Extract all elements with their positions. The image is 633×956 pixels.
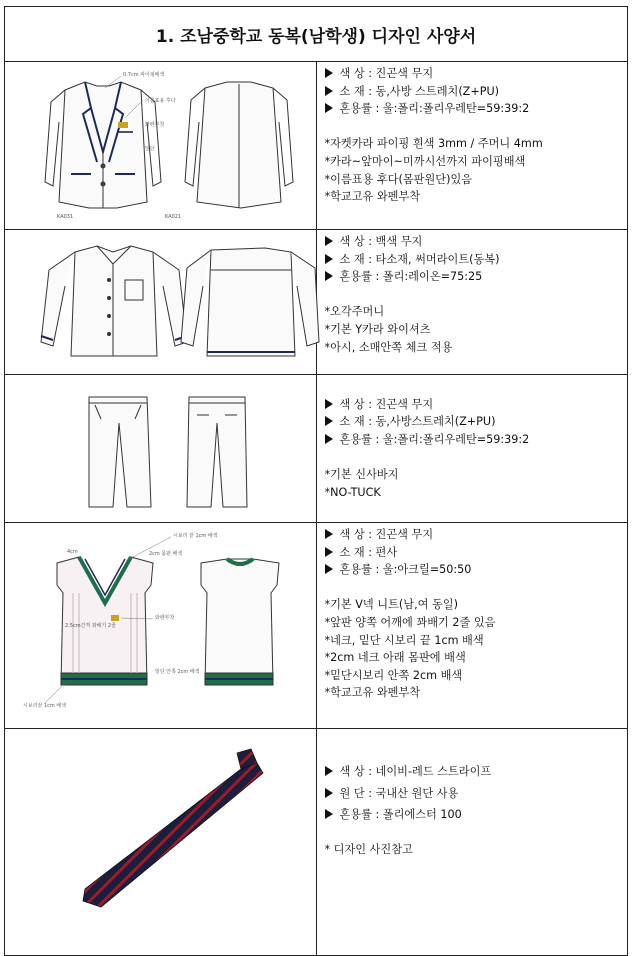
- note: *카라~앞마이~미까시선까지 파이핑배색: [324, 154, 526, 168]
- note: *자켓카라 파이핑 흰색 3mm / 주머니 4mm: [324, 137, 543, 151]
- bullet-triangle-icon: [325, 564, 333, 574]
- spec-sheet: [4, 6, 628, 912]
- callout-wappen: 와펜부착: [145, 122, 165, 128]
- note: *오각주머니: [324, 305, 385, 319]
- bullet-triangle-icon: [325, 86, 333, 96]
- bullet-triangle-icon: [325, 399, 333, 409]
- shirt-specs: 색 상 : 백색 무지 소 재 : 타소재, 써머라이트(동복) 혼용률 : 폴리:레이온=75:25 *오각주머니 *기본 Y카라 와이셔츠 *아시, 소매안쪽 체크 적용: [316, 230, 628, 375]
- note: *기본 신사바지: [324, 467, 399, 481]
- bullet-triangle-icon: [325, 254, 333, 264]
- callout-piping: 0.7cm 파이핑배색: [123, 72, 165, 78]
- pants-specs: 색 상 : 진곤색 무지 소 재 : 동,사방스트레치(Z+PU) 혼용률 : 울:폴리:폴리우레탄=59:39:2 *기본 신사바지 *NO-TUCK: [316, 375, 628, 523]
- spec-row-jacket: [5, 62, 628, 230]
- spec-row-shirt: [5, 230, 628, 375]
- callout-cable: 2.5cm간격 꽈배기 2줄: [65, 623, 116, 629]
- callout-4cm: 4cm: [67, 549, 78, 555]
- note: *학교고유 와펜부착: [324, 190, 421, 204]
- bullet-triangle-icon: [325, 766, 333, 776]
- bullet-triangle-icon: [325, 236, 333, 246]
- callout-front: 앞단: [145, 146, 155, 152]
- callout-rib-bottom: 시보리끝 1cm 배색: [23, 703, 66, 709]
- note: *2cm 네크 아래 몸판에 배색: [324, 651, 466, 665]
- bullet-triangle-icon: [325, 788, 333, 798]
- bullet-triangle-icon: [325, 103, 333, 113]
- bullet-triangle-icon: [325, 416, 333, 426]
- jacket-sketch: [5, 62, 325, 226]
- bullet-triangle-icon: [325, 434, 333, 444]
- bullet-triangle-icon: [325, 68, 333, 78]
- vest-sketch-cell: [5, 523, 317, 729]
- bullet-triangle-icon: [325, 809, 333, 819]
- jacket-specs: 색 상 : 진곤색 무지 소 재 : 동,사방 스트레치(Z+PU) 혼용률 : 울:폴리:폴리우레탄=59:39:2 *자켓카라 파이핑 흰색 3mm / 주머니 4mm *카라~앞마이~미까시선까지 파이핑배색 *이름표용 후다(몸판원단)있음 *학교고유 와펜부착: [316, 62, 628, 230]
- shirt-sketch-cell: [5, 230, 317, 375]
- callout-body-contrast: 2cm 몸판 배색: [149, 551, 183, 557]
- note: *학교고유 와펜부착: [324, 686, 421, 700]
- callout-vest-wappen: 와펜부착: [155, 615, 175, 621]
- callout-hem-inside: 밑단 안쪽 2cm 배색: [155, 669, 200, 675]
- pants-sketch-cell: [5, 375, 317, 523]
- page-title: 1. 조남중학교 동복(남학생) 디자인 사양서: [5, 7, 628, 62]
- code-front: KA031: [57, 214, 74, 220]
- spec-row-vest: [5, 523, 628, 729]
- note: *아시, 소매안쪽 체크 적용: [324, 340, 453, 354]
- note: *앞판 양쪽 어깨에 꽈배기 2줄 있음: [324, 615, 496, 629]
- bullet-triangle-icon: [325, 529, 333, 539]
- jacket-sketch-cell: [5, 62, 317, 230]
- tie-specs: 색 상 : 네이비-레드 스트라이프 원 단 : 국내산 원단 사용 혼용률 : 폴리에스터 100 * 디자인 사진참고: [316, 729, 628, 956]
- tie-image: [5, 729, 325, 921]
- note: *NO-TUCK: [324, 485, 381, 499]
- bullet-triangle-icon: [325, 271, 333, 281]
- note: *이름표용 후다(몸판원단)있음: [324, 172, 473, 186]
- tie-sketch-cell: [5, 729, 317, 956]
- spec-row-tie: [5, 729, 628, 956]
- shirt-sketch: [5, 230, 325, 371]
- note: *기본 Y카라 와이셔츠: [324, 322, 431, 336]
- vest-specs: 색 상 : 진곤색 무지 소 재 : 편사 혼용률 : 울:아크릴=50:50 *기본 V넥 니트(남,여 동일) *앞판 양쪽 어깨에 꽈배기 2줄 있음 *네크, 밑단 시보리 끝 1cm 배색 *2cm 네크 아래 몸판에 배색 *밑단시보리 안쪽 2cm 배색 *학교고유 와펜부착: [316, 523, 628, 729]
- spec-table: [4, 6, 628, 956]
- callout-rib-end: 시보리 끝 1cm 배색: [173, 533, 218, 539]
- bullet-triangle-icon: [325, 547, 333, 557]
- pants-sketch: [5, 375, 325, 519]
- spec-row-pants: [5, 375, 628, 523]
- note: *밑단시보리 안쪽 2cm 배색: [324, 668, 463, 682]
- vest-sketch: [5, 523, 325, 725]
- code-back: KA021: [165, 214, 182, 220]
- note: * 디자인 사진참고: [324, 843, 413, 857]
- note: *네크, 밑단 시보리 끝 1cm 배색: [324, 633, 484, 647]
- callout-nametag: 이름표용 후다: [145, 98, 176, 104]
- note: *기본 V넥 니트(남,여 동일): [324, 598, 458, 612]
